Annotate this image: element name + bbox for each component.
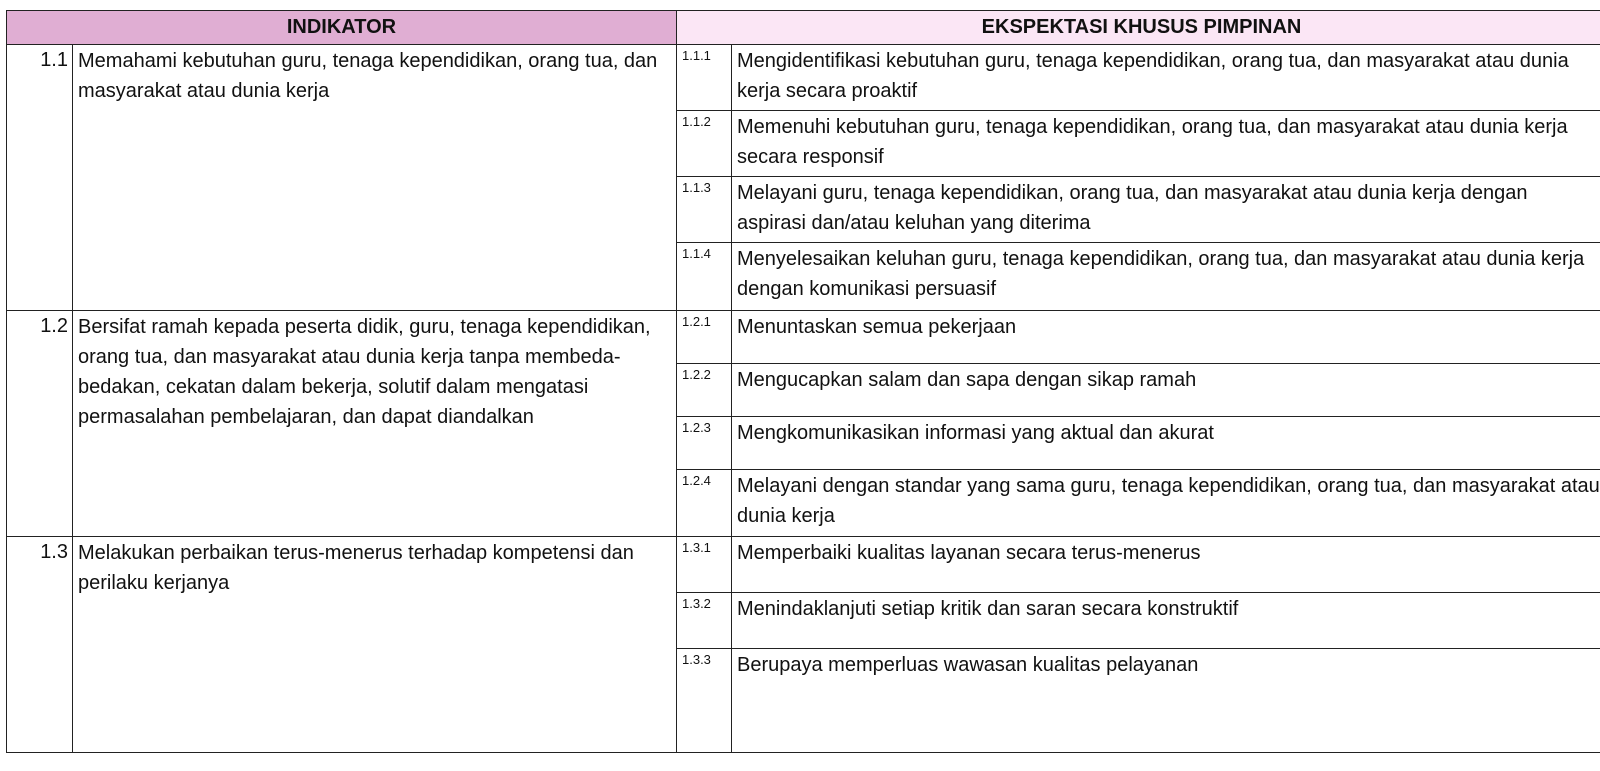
expectation-text: Memperbaiki kualitas layanan secara terus-menerus xyxy=(731,536,1600,593)
expectation-number: 1.3.1 xyxy=(676,536,732,593)
indikator-number: 1.1 xyxy=(6,44,73,311)
indikator-text: Memahami kebutuhan guru, tenaga kependidikan, orang tua, dan masyarakat atau dunia kerja xyxy=(72,44,677,311)
header-indikator: INDIKATOR xyxy=(6,10,677,45)
expectation-number: 1.1.2 xyxy=(676,110,732,177)
expectation-text: Mengucapkan salam dan sapa dengan sikap ramah xyxy=(731,363,1600,417)
expectation-text: Memenuhi kebutuhan guru, tenaga kependidikan, orang tua, dan masyarakat atau dunia kerja secara responsif xyxy=(731,110,1600,177)
expectation-number: 1.2.4 xyxy=(676,469,732,537)
expectation-number: 1.1.1 xyxy=(676,44,732,111)
indikator-number: 1.2 xyxy=(6,310,73,537)
header-ekspektasi: EKSPEKTASI KHUSUS PIMPINAN xyxy=(676,10,1600,45)
expectation-number: 1.1.3 xyxy=(676,176,732,243)
expectation-text: Mengkomunikasikan informasi yang aktual dan akurat xyxy=(731,416,1600,470)
indikator-text: Bersifat ramah kepada peserta didik, guru, tenaga kependidikan, orang tua, dan masyarakat atau dunia kerja tanpa membeda-bedakan, cekatan dalam bekerja, solutif dalam mengatasi permasalahan pembelajaran, dan dapat diandalkan xyxy=(72,310,677,537)
expectation-number: 1.2.3 xyxy=(676,416,732,470)
expectation-number: 1.3.3 xyxy=(676,648,732,753)
expectation-text: Melayani dengan standar yang sama guru, tenaga kependidikan, orang tua, dan masyarakat atau dunia kerja xyxy=(731,469,1600,537)
expectation-text: Melayani guru, tenaga kependidikan, orang tua, dan masyarakat atau dunia kerja dengan aspirasi dan/atau keluhan yang diterima xyxy=(731,176,1600,243)
expectation-number: 1.2.1 xyxy=(676,310,732,364)
expectation-text: Menyelesaikan keluhan guru, tenaga kependidikan, orang tua, dan masyarakat atau dunia kerja dengan komunikasi persuasif xyxy=(731,242,1600,311)
indikator-number: 1.3 xyxy=(6,536,73,753)
expectation-text: Berupaya memperluas wawasan kualitas pelayanan xyxy=(731,648,1600,753)
expectation-text: Menindaklanjuti setiap kritik dan saran secara konstruktif xyxy=(731,592,1600,649)
expectation-text: Menuntaskan semua pekerjaan xyxy=(731,310,1600,364)
expectation-text: Mengidentifikasi kebutuhan guru, tenaga kependidikan, orang tua, dan masyarakat atau dunia kerja secara proaktif xyxy=(731,44,1600,111)
expectation-number: 1.1.4 xyxy=(676,242,732,311)
competency-table xyxy=(6,10,1600,752)
expectation-number: 1.2.2 xyxy=(676,363,732,417)
indikator-text: Melakukan perbaikan terus-menerus terhadap kompetensi dan perilaku kerjanya xyxy=(72,536,677,753)
expectation-number: 1.3.2 xyxy=(676,592,732,649)
